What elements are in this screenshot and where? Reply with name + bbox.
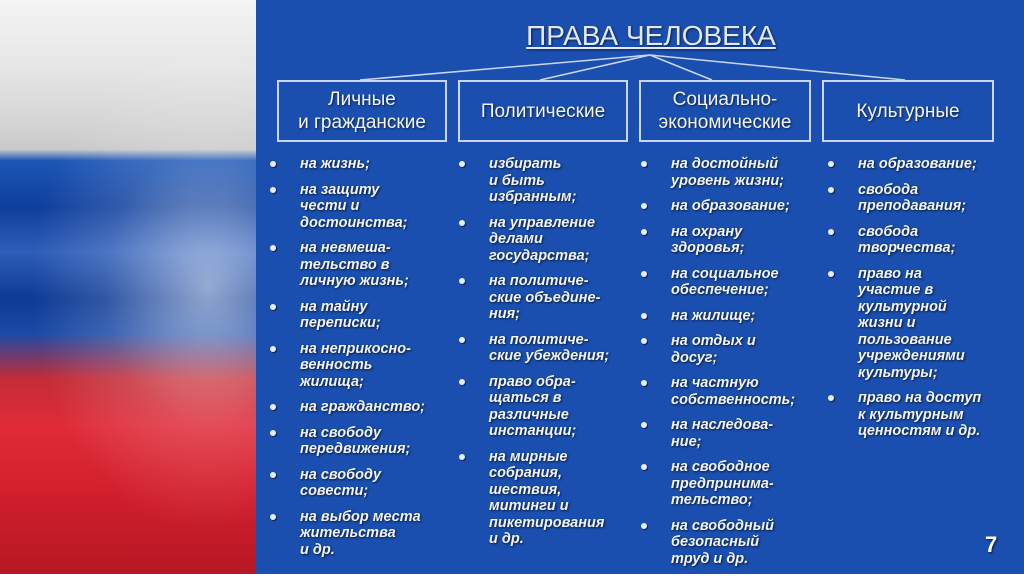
list-item bbox=[264, 299, 454, 332]
bullet-icon bbox=[828, 161, 834, 167]
list-item-text: на гражданство; bbox=[300, 399, 426, 415]
list-item bbox=[264, 467, 454, 500]
list-item bbox=[822, 266, 1012, 382]
list-item bbox=[635, 333, 820, 366]
bullet-icon bbox=[828, 229, 834, 235]
bullet-icon bbox=[641, 229, 647, 235]
bullet-icon bbox=[459, 379, 465, 385]
slide-title: ПРАВА ЧЕЛОВЕКА bbox=[526, 20, 776, 51]
list-item bbox=[635, 459, 820, 509]
list-item-text: право на доступ к культурным ценностям и др. bbox=[858, 390, 982, 439]
list-item bbox=[822, 182, 1012, 215]
list-item bbox=[635, 518, 820, 568]
list-item-text: право на участие в культурной жизни и пользование учреждениями культуры; bbox=[858, 265, 965, 381]
bullet-icon bbox=[459, 220, 465, 226]
list-item bbox=[635, 156, 820, 189]
list-political bbox=[453, 156, 633, 557]
list-item-text: на неприкосно- венность жилища; bbox=[300, 340, 411, 390]
bullet-icon bbox=[828, 187, 834, 193]
bullet-icon bbox=[641, 313, 647, 319]
bullet-icon bbox=[270, 346, 276, 352]
bullet-icon bbox=[641, 523, 647, 529]
list-item-text: на достойный уровень жизни; bbox=[671, 156, 785, 189]
bullet-icon bbox=[270, 472, 276, 478]
connector-line-4 bbox=[650, 55, 905, 80]
category-label: Политические bbox=[480, 100, 606, 122]
bullet-icon bbox=[641, 203, 647, 209]
list-item bbox=[635, 266, 820, 299]
list-item bbox=[453, 273, 633, 323]
bullet-icon bbox=[641, 271, 647, 277]
list-item bbox=[453, 332, 633, 365]
list-item-text: на политиче- ские убеждения; bbox=[489, 331, 610, 364]
list-item-text: на мирные собрания, шествия, митинги и пикетирования и др. bbox=[489, 448, 605, 547]
list-item-text: на социальное обеспечение; bbox=[671, 265, 779, 298]
list-item-text: на жизнь; bbox=[300, 156, 370, 172]
list-item bbox=[264, 240, 454, 290]
list-item bbox=[264, 156, 454, 173]
list-item-text: на образование; bbox=[858, 156, 977, 172]
bullet-icon bbox=[270, 245, 276, 251]
list-item bbox=[453, 215, 633, 265]
list-item-text: на тайну переписки; bbox=[300, 298, 381, 331]
list-item-text: на отдых и досуг; bbox=[671, 333, 756, 366]
list-item bbox=[635, 198, 820, 215]
list-item-text: на свободное предпринима- тельство; bbox=[671, 459, 774, 508]
list-cultural bbox=[822, 156, 1012, 449]
list-item bbox=[453, 374, 633, 440]
list-item-text: на невмеша- тельство в личную жизнь; bbox=[300, 240, 409, 289]
connector-line-2 bbox=[540, 55, 650, 80]
list-socioeconomic bbox=[635, 156, 820, 576]
list-item-text: на наследова- ние; bbox=[671, 417, 774, 450]
list-item-text: на свободу передвижения; bbox=[300, 424, 411, 457]
list-item-text: на свободный безопасный труд и др. bbox=[671, 517, 774, 567]
bullet-icon bbox=[641, 338, 647, 344]
list-item bbox=[822, 390, 1012, 440]
list-item bbox=[822, 224, 1012, 257]
category-box-cultural bbox=[822, 80, 994, 142]
list-item-text: свобода творчества; bbox=[858, 223, 956, 256]
category-box-socioeconomic bbox=[639, 80, 811, 142]
bullet-icon bbox=[270, 161, 276, 167]
list-item bbox=[264, 182, 454, 232]
category-box-political bbox=[458, 80, 628, 142]
list-item-text: свобода преподавания; bbox=[858, 181, 967, 214]
list-item-text: на защиту чести и достоинства; bbox=[300, 181, 408, 231]
bullet-icon bbox=[270, 187, 276, 193]
list-item-text: на выбор места жительства и др. bbox=[300, 508, 421, 558]
connector-line-1 bbox=[360, 55, 650, 80]
bullet-icon bbox=[459, 161, 465, 167]
bullet-icon bbox=[641, 464, 647, 470]
bullet-icon bbox=[270, 404, 276, 410]
category-box-personal bbox=[277, 80, 447, 142]
list-item bbox=[635, 224, 820, 257]
bullet-icon bbox=[270, 304, 276, 310]
list-item-text: на образование; bbox=[671, 198, 790, 214]
bullet-icon bbox=[828, 271, 834, 277]
page-number: 7 bbox=[985, 532, 998, 557]
list-item bbox=[264, 509, 454, 559]
bullet-icon bbox=[459, 278, 465, 284]
list-item bbox=[264, 425, 454, 458]
list-personal bbox=[264, 156, 454, 567]
bullet-icon bbox=[641, 161, 647, 167]
list-item-text: на частную собственность; bbox=[671, 375, 796, 408]
list-item bbox=[264, 341, 454, 391]
bullet-icon bbox=[641, 380, 647, 386]
list-item-text: право обра- щаться в различные инстанции; bbox=[489, 373, 577, 439]
list-item bbox=[635, 375, 820, 408]
list-item bbox=[264, 399, 454, 416]
bullet-icon bbox=[270, 514, 276, 520]
category-label: Культурные bbox=[856, 100, 960, 122]
list-item-text: на охрану здоровья; bbox=[671, 223, 745, 256]
list-item bbox=[822, 156, 1012, 173]
list-item-text: на жилище; bbox=[671, 307, 756, 324]
list-item bbox=[453, 156, 633, 206]
bullet-icon bbox=[459, 337, 465, 343]
list-item bbox=[635, 308, 820, 325]
category-label: Социально- экономические bbox=[658, 89, 792, 133]
list-item-text: избирать и быть избранным; bbox=[489, 156, 577, 205]
list-item bbox=[453, 449, 633, 548]
bullet-icon bbox=[270, 430, 276, 436]
category-label: Личные и гражданские bbox=[298, 89, 426, 133]
bullet-icon bbox=[641, 422, 647, 428]
list-item bbox=[635, 417, 820, 450]
bullet-icon bbox=[459, 454, 465, 460]
bullet-icon bbox=[828, 395, 834, 401]
list-item-text: на политиче- ские объедине- ния; bbox=[489, 273, 601, 322]
list-item-text: на управление делами государства; bbox=[489, 214, 596, 264]
list-item-text: на свободу совести; bbox=[300, 466, 382, 499]
